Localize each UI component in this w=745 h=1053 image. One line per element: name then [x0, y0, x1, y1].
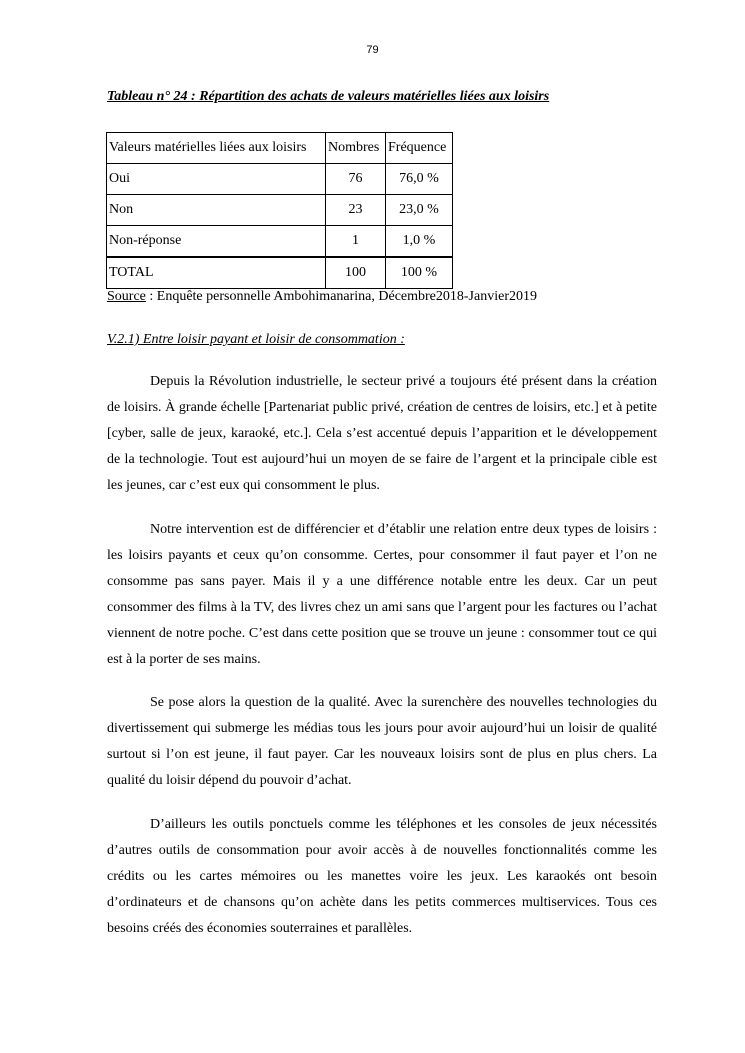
- table-total-row: [107, 257, 453, 289]
- row-count: 23: [326, 195, 386, 226]
- row-frequency: 1,0 %: [386, 226, 453, 258]
- row-count: 1: [326, 226, 386, 258]
- page-number: 79: [366, 44, 379, 56]
- header-label: Valeurs matérielles liées aux loisirs: [107, 133, 326, 164]
- source-label: Source: [107, 289, 146, 304]
- table-header-row: [107, 133, 453, 164]
- body-paragraph: D’ailleurs les outils ponctuels comme les téléphones et les consoles de jeux nécessités d’autres outils de consommation pour avoir accès à de nouvelles fonctionnalités comme les crédits ou les cartes mémoires ou les manettes voire les jeux. Les karaokés ont besoin d’ordinateurs et de chansons qu’on achète dans les petits commerces multiservices. Tous ces besoins créés des économies souterraines et parallèles.: [107, 817, 657, 936]
- table-caption: Tableau n° 24 : Répartition des achats de valeurs matérielles liées aux loisirs: [107, 89, 550, 104]
- body-paragraph: Se pose alors la question de la qualité. Avec la surenchère des nouvelles technologies du divertissement qui submerge les médias tous les jours pour avoir aujourd’hui un loisir de qualité surtout si l’on est jeune, il faut payer. Car les nouveaux loisirs sont de plus en plus chers. La qualité du loisir dépend du pouvoir d’achat.: [107, 695, 657, 788]
- header-count: Nombres: [326, 133, 386, 164]
- row-label: TOTAL: [107, 257, 326, 289]
- row-count: 76: [326, 164, 386, 195]
- body-paragraph: Notre intervention est de différencier et d’établir une relation entre deux types de loisirs : les loisirs payants et ceux qu’on consomme. Certes, pour consommer il faut payer et l’on ne consomme pas sans payer. Mais il y a une différence notable entre les deux. Car un peut consommer des films à la TV, des livres chez un ami sans que l’argent pour les factures ou l’achat viennent de notre poche. C’est dans cette position que se trouve un jeune : consommer tout ce qui est à la porter de ses mains.: [107, 522, 657, 667]
- table-row: [107, 195, 453, 226]
- source-note: [107, 289, 537, 305]
- data-table: [106, 132, 453, 289]
- row-label: Non-réponse: [107, 226, 326, 258]
- row-frequency: 76,0 %: [386, 164, 453, 195]
- body-paragraph: Depuis la Révolution industrielle, le secteur privé a toujours été présent dans la création de loisirs. À grande échelle [Partenariat public privé, création de centres de loisirs, etc.] et à petite [cyber, salle de jeux, karaoké, etc.]. Cela s’est accentué depuis l’apparition et le développement de la technologie. Tout est aujourd’hui un moyen de se faire de l’argent et la principale cible est les jeunes, car c’est eux qui consomment le plus.: [107, 374, 657, 493]
- row-label: Non: [107, 195, 326, 226]
- row-frequency: 100 %: [386, 257, 453, 289]
- section-heading: V.2.1) Entre loisir payant et loisir de consommation :: [107, 332, 405, 347]
- table-row: [107, 164, 453, 195]
- table-row: [107, 226, 453, 258]
- row-label: Oui: [107, 164, 326, 195]
- source-text: : Enquête personnelle Ambohimanarina, Décembre2018-Janvier2019: [145, 289, 537, 304]
- header-frequency: Fréquence: [386, 133, 453, 164]
- row-frequency: 23,0 %: [386, 195, 453, 226]
- row-count: 100: [326, 257, 386, 289]
